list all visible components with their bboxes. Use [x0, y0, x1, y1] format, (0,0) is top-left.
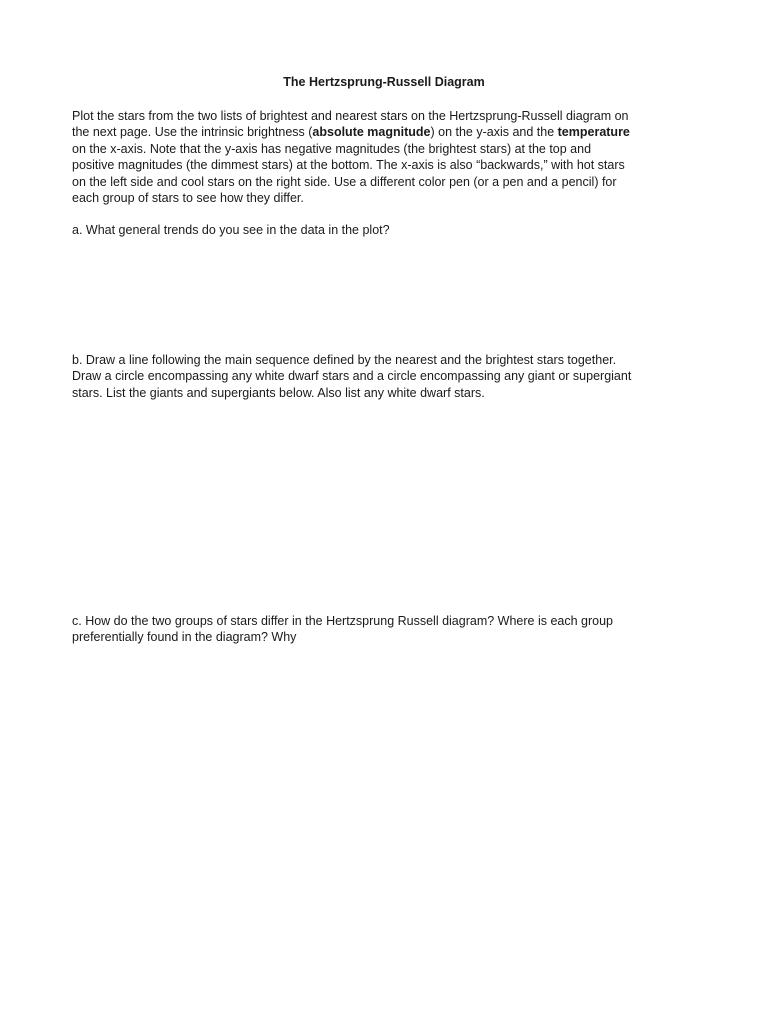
intro-line-3: on the x-axis. Note that the y-axis has negative magnitudes (the brightest stars) at the top and: [72, 141, 592, 156]
question-b-line-1: b. Draw a line following the main sequence defined by the nearest and the brightest stars together.: [72, 353, 617, 367]
question-b: [72, 352, 702, 401]
intro-line-5: on the left side and cool stars on the right side. Use a different color pen (or a pen and a pencil) for: [72, 174, 617, 189]
absolute-magnitude-term: absolute magnitude: [312, 125, 431, 140]
intro-line-2: [72, 124, 702, 140]
question-b-line-3: stars. List the giants and supergiants below. Also list any white dwarf stars.: [72, 385, 485, 400]
question-a: [72, 222, 702, 238]
question-c-line-2: preferentially found in the diagram? Why: [72, 630, 297, 645]
question-b-line-2: Draw a circle encompassing any white dwarf stars and a circle encompassing any giant or supergiant: [72, 369, 632, 384]
intro-line-6: each group of stars to see how they differ.: [72, 190, 304, 205]
question-c-line-1: c. How do the two groups of stars differ in the Hertzsprung Russell diagram? Where is each group: [72, 614, 614, 628]
temperature-term: temperature: [557, 125, 630, 140]
question-a-line-1: a. What general trends do you see in the data in the plot?: [72, 223, 390, 237]
page-title: The Hertzsprung-Russell Diagram: [283, 75, 485, 89]
intro-line-2-part-c: ) on the y-axis and the: [430, 125, 558, 140]
intro-line-1: Plot the stars from the two lists of brightest and nearest stars on the Hertzsprung-Russell diagram on: [72, 109, 629, 123]
question-c: [72, 613, 702, 646]
intro-line-4: positive magnitudes (the dimmest stars) at the bottom. The x-axis is also “backwards,” with hot stars: [72, 158, 625, 173]
intro-paragraph: [72, 108, 702, 206]
intro-line-2-part-a: the next page. Use the intrinsic brightness (: [72, 125, 313, 140]
